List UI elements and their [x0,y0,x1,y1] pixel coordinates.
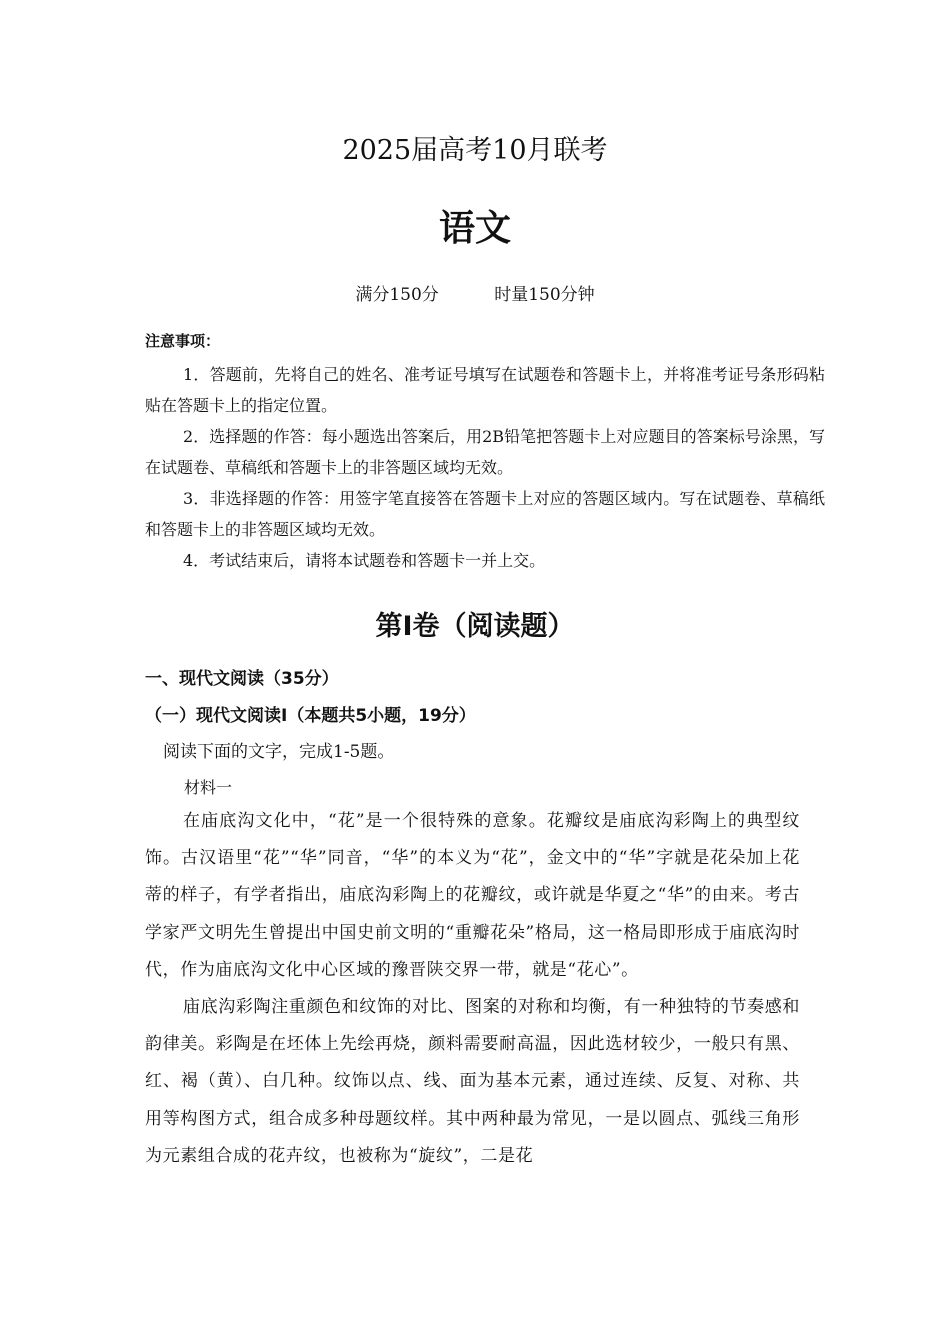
notice-item: 2．选择题的作答：每小题选出答案后，用2B铅笔把答题卡上对应题目的答案标号涂黑，写在试题卷、草稿纸和答题卡上的非答题区域均无效。 [145,427,825,477]
notice-item: 4．考试结束后，请将本试题卷和答题卡一并上交。 [183,551,546,570]
part-heading: 一、现代文阅读（35分） [145,669,339,689]
passage-paragraph: 庙底沟彩陶注重颜色和纹饰的对比、图案的对称和均衡，有一种独特的节奏感和韵律美。彩陶是在坯体上先绘再烧，颜料需要耐高温，因此选材较少，一般只有黑、红、褐（黄）、白几种。纹饰以点、线、面为基本元素，通过连续、反复、对称、共用等构图方式，组合成多种母题纹样。其中两种最为常见，一是以圆点、弧线三角形为元素组合成的花卉纹，也被称为“旋纹”，二是花 [145,997,800,1166]
material-label: 材料一 [184,778,233,797]
reading-instruction: 阅读下面的文字，完成1-5题。 [163,742,395,762]
notice-item: 3．非选择题的作答：用签字笔直接答在答题卡上对应的答题区域内。写在试题卷、草稿纸和答题卡上的非答题区域均无效。 [145,489,825,539]
full-score: 满分150分 [355,285,439,305]
exam-title: 2025届高考10月联考 [342,135,608,166]
passage-paragraph: 在庙底沟文化中，“花”是一个很特殊的意象。花瓣纹是庙底沟彩陶上的典型纹饰。古汉语里“花”“华”同音，“华”的本义为“花”，金文中的“华”字就是花朵加上花蒂的样子，有学者指出，庙底沟彩陶上的花瓣纹，或许就是华夏之“华”的由来。考古学家严文明先生曾提出中国史前文明的“重瓣花朵”格局，这一格局即形成于庙底沟时代，作为庙底沟文化中心区域的豫晋陕交界一带，就是“花心”。 [145,811,800,980]
subject-title: 语文 [438,208,511,249]
sub-heading: （一）现代文阅读Ⅰ（本题共5小题，19分） [145,706,476,726]
exam-meta [0,282,950,308]
notice-item: 1．答题前，先将自己的姓名、准考证号填写在试题卷和答题卡上，并将准考证号条形码粘贴在答题卡上的指定位置。 [145,365,825,415]
notice-heading: 注意事项： [145,332,221,350]
time-limit: 时量150分钟 [494,285,595,305]
notice-list [145,359,825,576]
section-title: 第Ⅰ卷（阅读题） [375,611,575,642]
reading-passage [145,803,800,1175]
